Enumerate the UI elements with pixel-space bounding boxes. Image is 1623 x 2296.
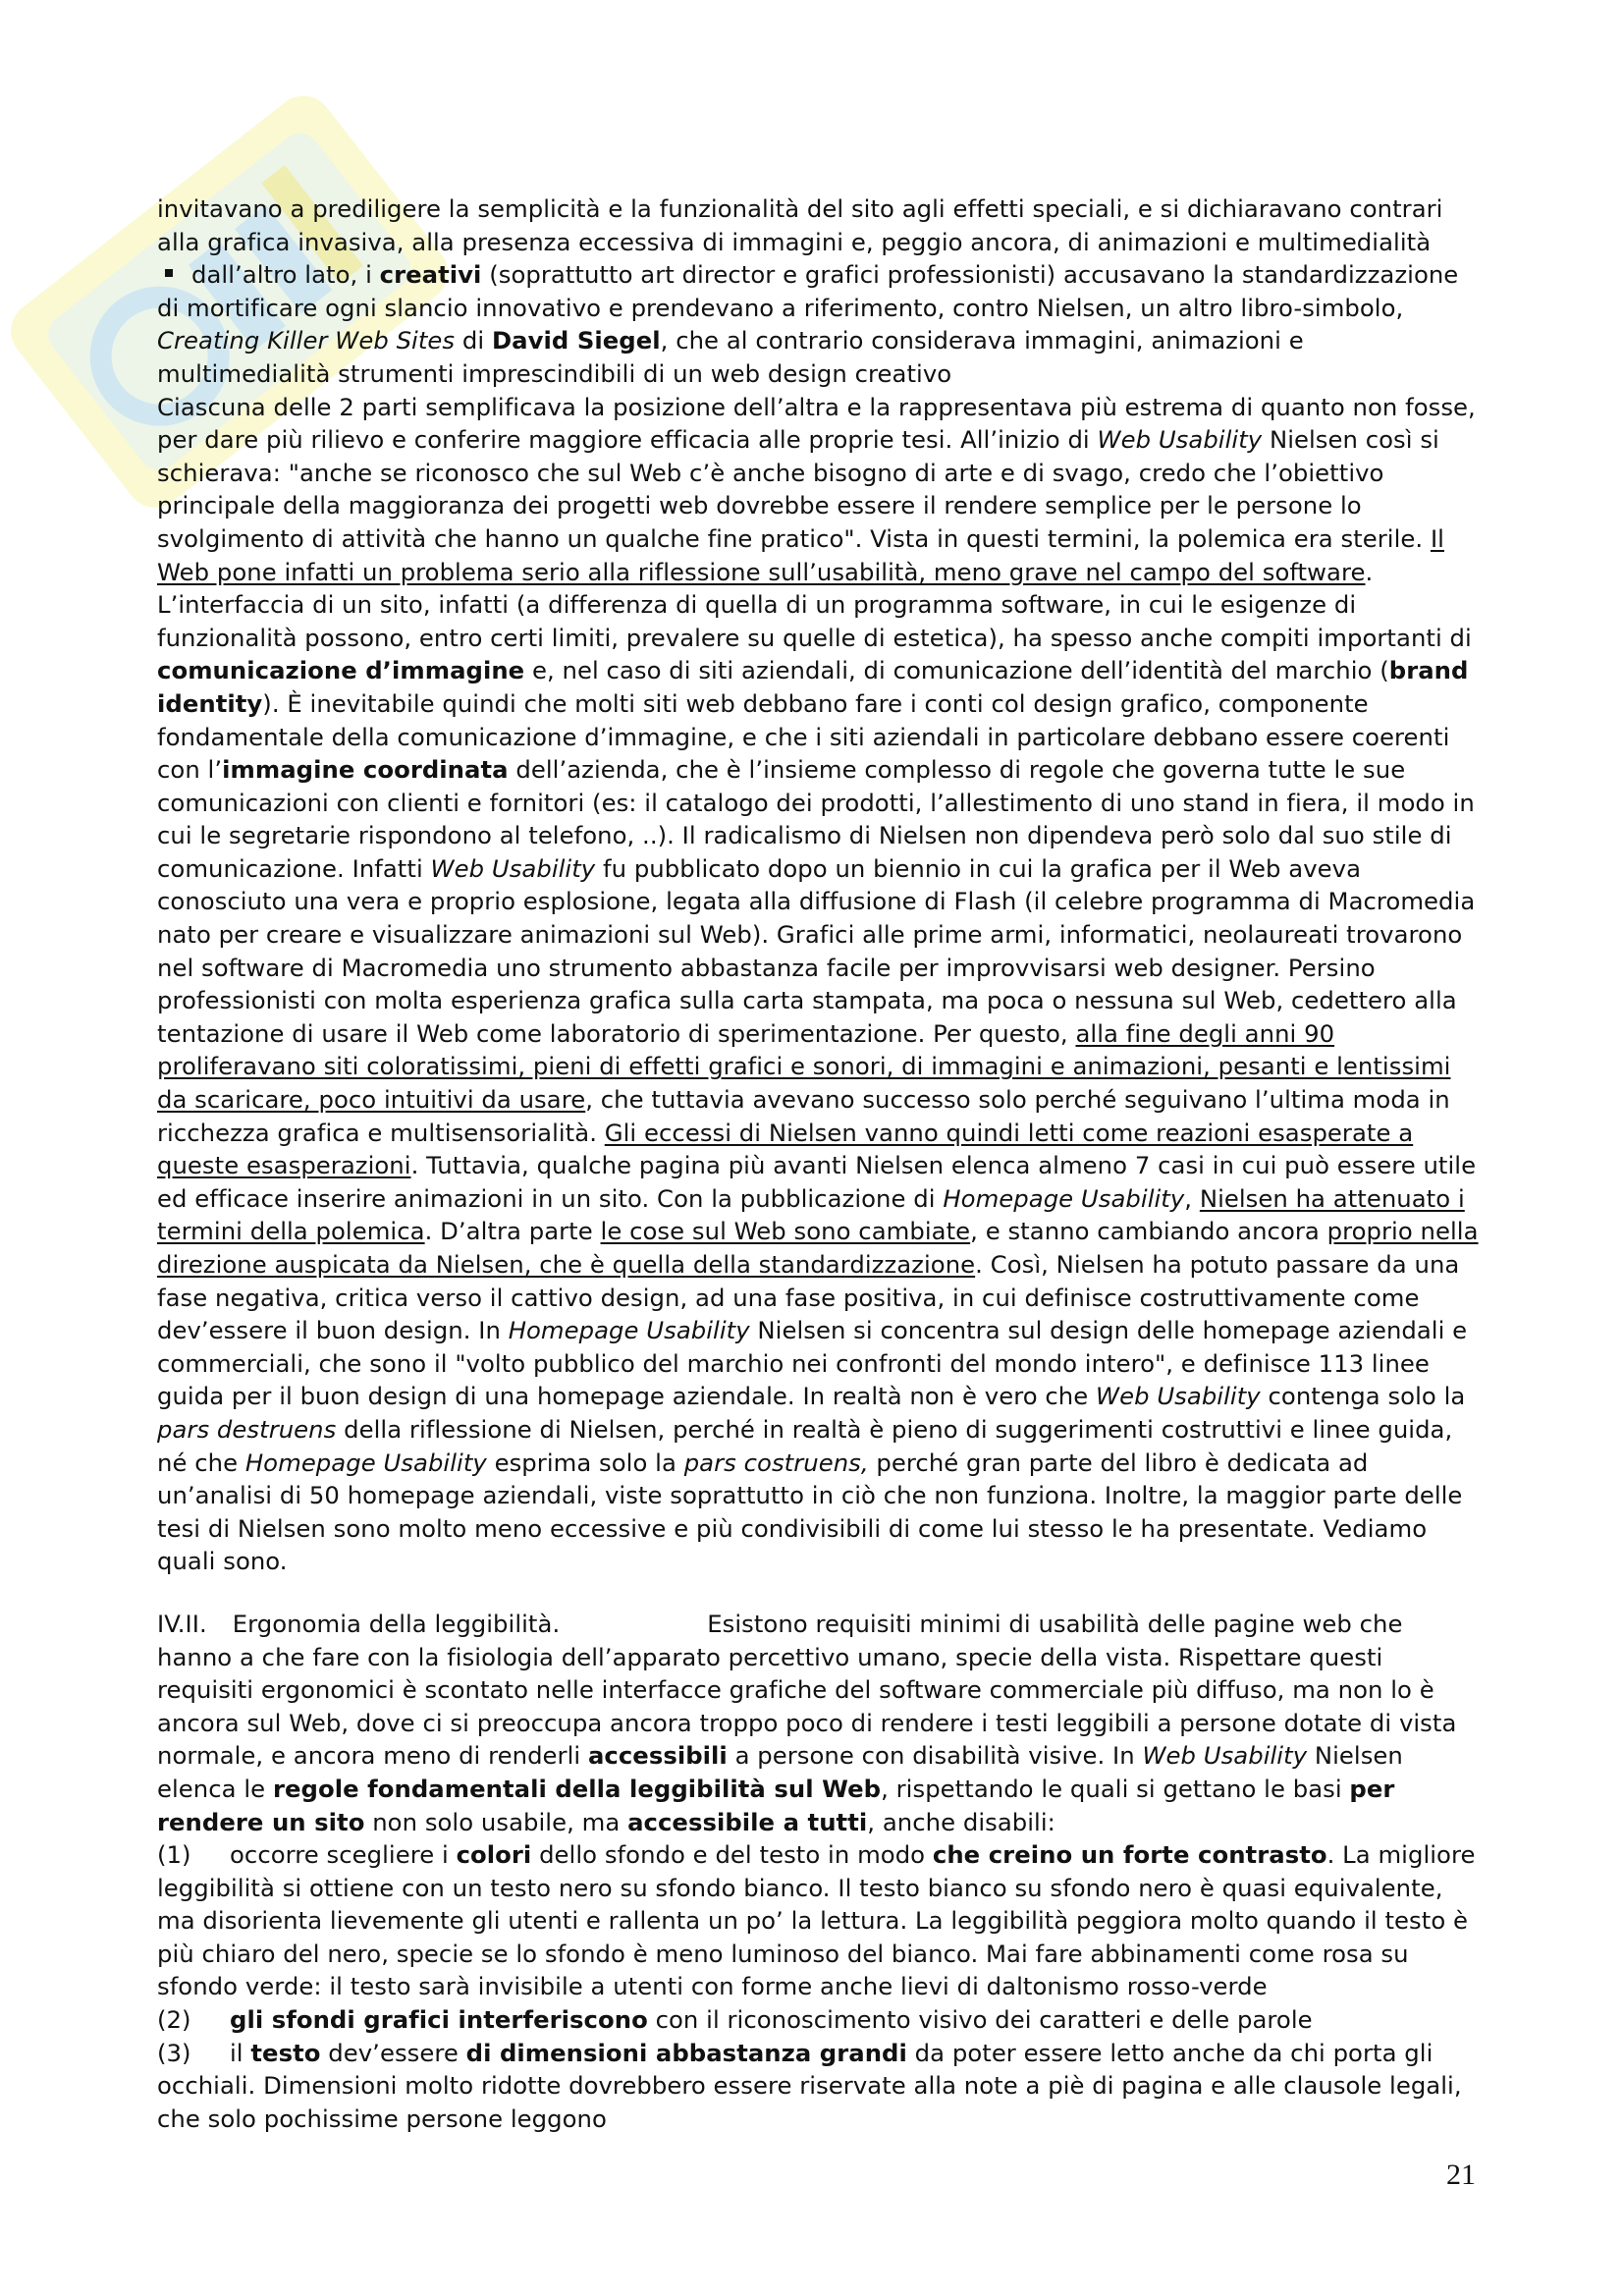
page-body [157,192,1483,2135]
rule-item-2: (2) gli sfondi grafici interferiscono con il riconoscimento visivo dei caratteri e delle parole [157,2005,1313,2035]
bullet-item-creativi: dall’altro lato, i creativi (soprattutto art director e grafici professionisti) accusavano la standardizzazione di mortificare ogni slancio innovativo e prendevano a riferimento, contro Nielsen, un altro libro-simbolo, Creating Killer Web Sites di David Siegel, che al contrario considerava immagini, animazioni e multimedialità strumenti imprescindibili di un web design creativo [157,260,1459,388]
rule-item-3: (3) il testo dev’essere di dimensioni abbastanza grandi da poter essere letto anche da chi porta gli occhiali. Dimensioni molto ridotte dovrebbero essere riservate alla note a piè di pagina e alle clausole legali, che solo pochissime persone leggono [157,2038,1462,2133]
section-number: IV.II. [157,1609,207,1638]
paragraph-1: invitavano a prediligere la semplicità e la funzionalità del sito agli effetti speciali, e si dichiaravano contrari alla grafica invasiva, alla presenza eccessiva di immagini e, peggio ancora, di animazioni e multimedialità [157,194,1443,256]
bullet-square-icon [165,269,173,277]
section-ergonomia: IV.II. Ergonomia della leggibilità. Esistono requisiti minimi di usabilità delle pagine web che hanno a che fare con la fisiologia dell’apparato percettivo umano, specie della vista. Rispettare questi requisiti ergonomici è scontato nelle interfacce grafiche del software commerciale più diffuso, ma non lo è ancora sul Web, dove ci si preoccupa ancora troppo poco di rendere i testi leggibili a persone dotate di vista normale, e ancora meno di renderli accessibili a persone con disabilità visive. In Web Usability Nielsen elenca le regole fondamentali della leggibilità sul Web, rispettando le quali si gettano le basi per rendere un sito non solo usabile, ma accessibile a tutti, anche disabili: [157,1609,1457,1836]
page-number: 21 [1446,2159,1476,2191]
section-title: Ergonomia della leggibilità. [232,1609,561,1638]
paragraph-main: Ciascuna delle 2 parti semplificava la posizione dell’altra e la rappresentava più estrema di quanto non fosse, per dare più rilievo e conferire maggiore efficacia alle proprie tesi. All’inizio di Web Usability Nielsen così si schierava: "anche se riconosco che sul Web c’è anche bisogno di arte e di svago, credo che l’obiettivo principale della maggioranza dei progetti web dovrebbe essere il rendere semplice per le persone lo svolgimento di attività che hanno un qualche fine pratico". Vista in questi termini, la polemica era sterile. Il Web pone infatti un problema serio alla riflessione sull’usabilità, meno grave nel campo del software. L’interfaccia di un sito, infatti (a differenza di quella di un programma software, in cui le esigenze di funzionalità possono, entro certi limiti, prevalere su quelle di estetica), ha spesso anche compiti importanti di comunicazione d’immagine e, nel caso di siti aziendali, di comunicazione dell’identità del marchio (brand identity). È inevitabile quindi che molti siti web debbano fare i conti col design grafico, componente fondamentale della comunicazione d’immagine, e che i siti aziendali in particolare debbano essere coerenti con l’immagine coordinata dell’azienda, che è l’insieme complesso di regole che governa tutte le sue comunicazioni con clienti e fornitori (es: il catalogo dei prodotti, l’allestimento di uno stand in fiera, il modo in cui le segretarie rispondono al telefono, ..). Il radicalismo di Nielsen non dipendeva però solo dal suo stile di comunicazione. Infatti Web Usability fu pubblicato dopo un biennio in cui la grafica per il Web aveva conosciuto una vera e proprio esplosione, legata alla diffusione di Flash (il celebre programma di Macromedia nato per creare e visualizzare animazioni sul Web). Grafici alle prime armi, informatici, neolaureati trovarono nel software di Macromedia uno strumento abbastanza facile per improvvisarsi web designer. Persino professionisti con molta esperienza grafica sulla carta stampata, ma poca o nessuna sul Web, cedettero alla tentazione di usare il Web come laboratorio di sperimentazione. Per questo, alla fine degli anni 90 proliferavano siti coloratissimi, pieni di effetti grafici e sonori, di immagini e animazioni, pesanti e lentissimi da scaricare, poco intuitivi da usare, che tuttavia avevano successo solo perché seguivano l’ultima moda in ricchezza grafica e multisensorialità. Gli eccessi di Nielsen vanno quindi letti come reazioni esasperate a queste esasperazioni. Tuttavia, qualche pagina più avanti Nielsen elenca almeno 7 casi in cui può essere utile ed efficace inserire animazioni in un sito. Con la pubblicazione di Homepage Usability, Nielsen ha attenuato i termini della polemica. D’altra parte le cose sul Web sono cambiate, e stanno cambiando ancora proprio nella direzione auspicata da Nielsen, che è quella della standardizzazione. Così, Nielsen ha potuto passare da una fase negativa, critica verso il cattivo design, ad una fase positiva, in cui definisce costruttivamente come dev’essere il buon design. In Homepage Usability Nielsen si concentra sul design delle homepage aziendali e commerciali, che sono il "volto pubblico del marchio nei confronti del mondo intero", e definisce 113 linee guida per il buon design di una homepage aziendale. In realtà non è vero che Web Usability contenga solo la pars destruens della riflessione di Nielsen, perché in realtà è pieno di suggerimenti costruttivi e linee guida, né che Homepage Usability esprima solo la pars costruens, perché gran parte del libro è dedicata ad un’analisi di 50 homepage aziendali, viste soprattutto in ciò che non funziona. Inoltre, la maggior parte delle tesi di Nielsen sono molto meno eccessive e più condivisibili di come lui stesso le ha presentate. Vediamo quali sono. [157,392,1479,1576]
rule-item-1: (1) occorre scegliere i colori dello sfondo e del testo in modo che creino un forte contrasto. La migliore leggibilità si ottiene con un testo nero su sfondo bianco. Il testo bianco su sfondo nero è quasi equivalente, ma disorienta lievemente gli utenti e rallenta un po’ la lettura. La leggibilità peggiora molto quando il testo è più chiaro del nero, specie se lo sfondo è meno luminoso del bianco. Mai fare abbinamenti come rosa su sfondo verde: il testo sarà invisibile a utenti con forme anche lievi di daltonismo rosso-verde [157,1840,1476,2001]
